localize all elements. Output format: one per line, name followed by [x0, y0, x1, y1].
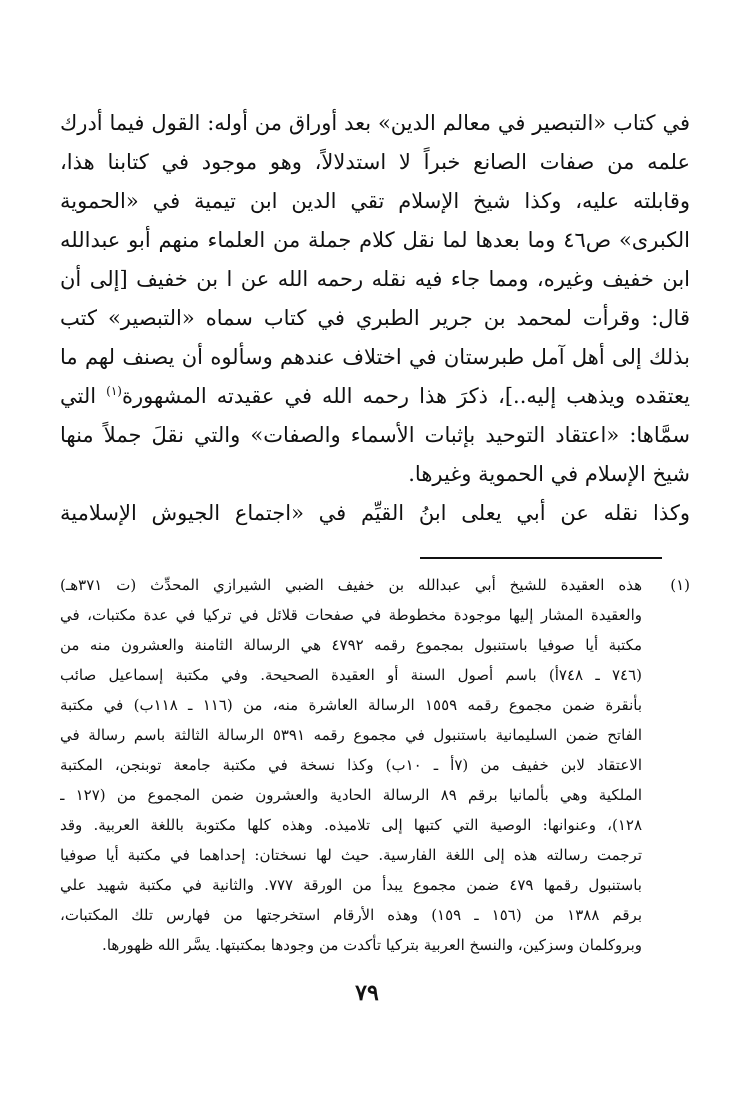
footnote-line: وبروكلمان وسزكين، والنسخ العربية بتركيا تأكدت من وجودها بمكتبتها. يسَّر الله ظهورها.	[102, 936, 642, 954]
body-line-with-footnote	[60, 377, 690, 416]
body-line: ابن خفيف وغيره، ومما جاء فيه نقله رحمه الله عن ا بن خفيف [إلى أن	[60, 267, 690, 291]
footnote-line: والعقيدة المشار إليها موجودة مخطوطة في صفحات قلائل في تركيا في عدة مكتبات، في	[60, 606, 642, 624]
footnote-body	[60, 570, 642, 960]
body-line: بذلك إلى أهل آمل طبرستان في اختلاف عندهم وسألوه أن يصنف لهم ما	[60, 345, 690, 369]
footnote-line: الملكية وهي بألمانيا برقم ٨٩ الرسالة الحادية والعشرون ضمن المجموع من (١٢٧ ـ	[60, 786, 642, 804]
footnote-separator	[420, 557, 662, 559]
main-text	[60, 104, 690, 533]
footnote-line: برقم ١٣٨٨ من (١٥٦ ـ ١٥٩) وهذه الأرقام استخرجتها من فهارس تلك المكتبات،	[60, 906, 642, 924]
body-line: علمه من صفات الصانع خبراً لا استدلالاً، وهو موجود في كتابنا هذا،	[60, 150, 690, 174]
footnote-line: (٧٤٦ ـ ٧٤٨أ) باسم أصول السنة أو العقيدة الصحيحة. وفي مكتبة إسماعيل صائب	[60, 666, 642, 684]
footnote	[60, 570, 690, 960]
footnote-line: الاعتقاد لابن خفيف من (٧أ ـ ١٠ب) وكذا نسخة في مكتبة جامعة توبنجن، المكتبة	[60, 756, 642, 774]
footnote-line: ١٢٨)، وعنوانها: الوصية التي كتبها إلى تلاميذه. وهذه كلها مكتوبة باللغة العربية. وقد	[60, 816, 642, 834]
footnote-line: الفاتح ضمن السليمانية باستنبول في مجموع رقمه ٥٣٩١ الرسالة الثالثة باسم رسالة في	[60, 726, 642, 744]
footnote-line: مكتبة أيا صوفيا باستنبول بمجموع رقمه ٤٧٩٢ هي الرسالة الثامنة والعشرون منه من	[60, 636, 642, 654]
footnote-line: ترجمت رسالته هذه إلى اللغة الفارسية. حيث لها نسختان: إحداهما في مكتبة أيا صوفيا	[60, 846, 642, 864]
page-number: ٧٩	[355, 980, 379, 1006]
footnote-reference[interactable]: (١)	[106, 384, 122, 398]
body-line: شيخ الإسلام في الحموية وغيرها.	[408, 462, 690, 486]
body-line: وقابلته عليه، وكذا شيخ الإسلام تقي الدين ابن تيمية في «الحموية	[60, 189, 690, 213]
footnote-line: بأنقرة ضمن مجموع رقمه ١٥٥٩ الرسالة العاشرة منه، من (١١٦ ـ ١١٨ب) في مكتبة	[60, 696, 642, 714]
body-line: سمَّاها: «اعتقاد التوحيد بإثبات الأسماء والصفات» والتي نقلَ جملاً منها	[60, 423, 690, 447]
body-line-tail: التي	[60, 384, 97, 408]
footnote-number: (١)	[670, 576, 690, 594]
footnote-line: هذه العقيدة للشيخ أبي عبدالله بن خفيف الضبي الشيرازي المحدِّث (ت ٣٧١هـ)	[60, 576, 642, 594]
footnote-line: باستنبول رقمها ٤٧٩ ضمن مجموع يبدأ من الورقة ٧٧٧. والثانية في مكتبة شهيد علي	[60, 876, 642, 894]
body-line: قال: وقرأت لمحمد بن جرير الطبري في كتاب سماه «التبصير» كتب	[60, 306, 690, 330]
body-line: وكذا نقله عن أبي يعلى ابنُ القيِّم في «اجتماع الجيوش الإسلامية	[60, 501, 690, 525]
body-line-text: يعتقده ويذهب إليه..]، ذكرَ هذا رحمه الله في عقيدته المشهورة	[121, 384, 690, 408]
body-line: في كتاب «التبصير في معالم الدين» بعد أوراق من أوله: القول فيما أدرك	[60, 111, 690, 135]
body-line: الكبرى» ص٤٦ وما بعدها لما نقل كلام جملة من العلماء منهم أبو عبدالله	[60, 228, 690, 252]
